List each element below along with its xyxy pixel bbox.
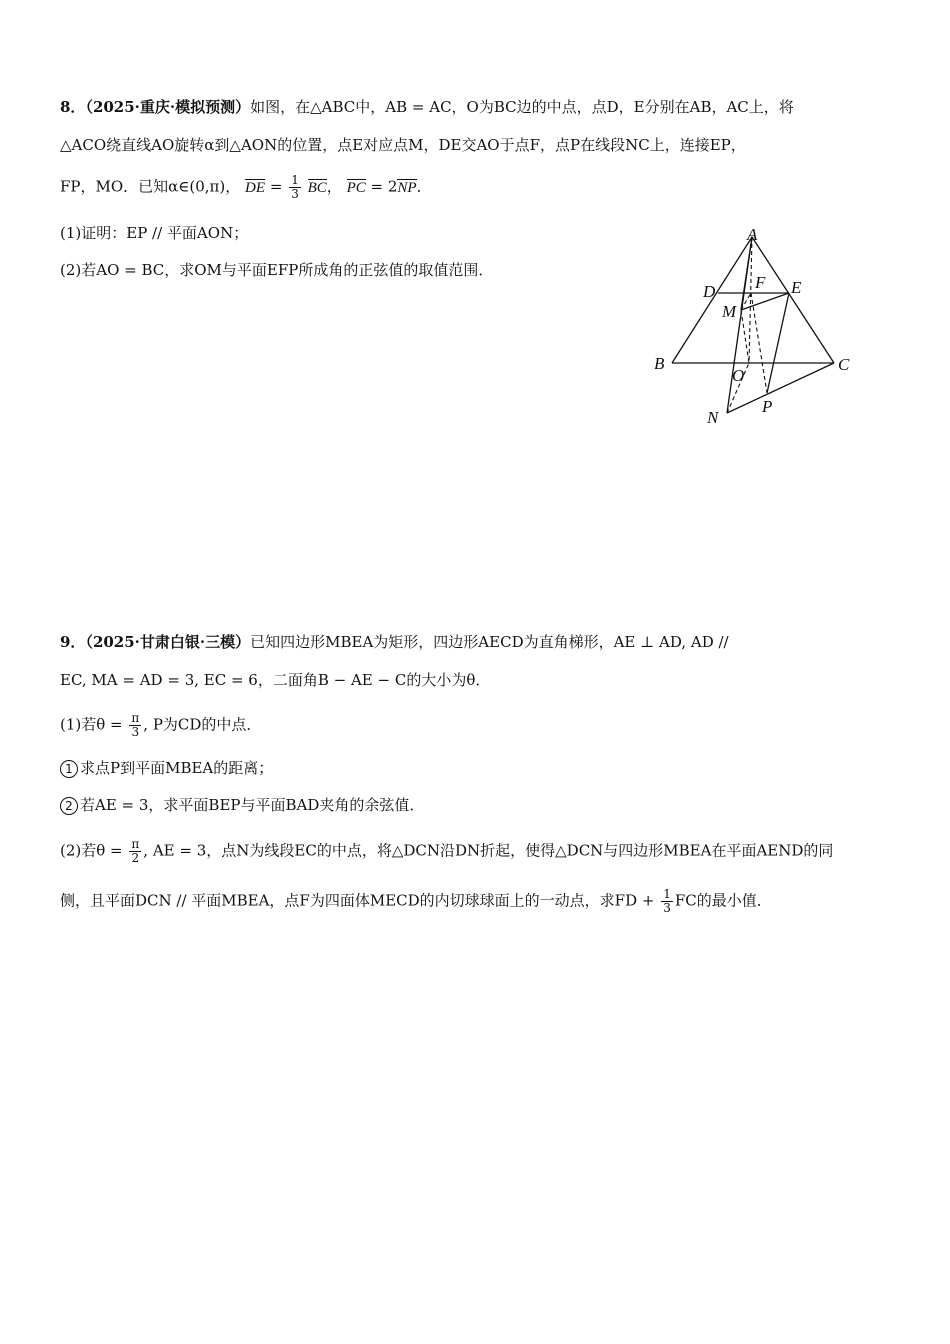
p8-eq2: = 2 <box>370 177 398 196</box>
p9-sub1-text: 求点P到平面MBEA的距离； <box>80 759 274 777</box>
p8-number: 8． <box>60 98 86 116</box>
p9-part1-num: π <box>131 711 140 725</box>
p9-part2 <box>60 838 833 865</box>
p8-fraction <box>289 174 301 201</box>
label-c: C <box>838 355 850 374</box>
p8-text-line3: FP，MO．已知α∈(0,π)， <box>60 177 241 196</box>
label-f: F <box>755 273 766 292</box>
p9-line2: EC, MA = AD = 3, EC = 6，二面角B − AE − C的大小为θ． <box>60 671 491 689</box>
p8-source: （2025·重庆·模拟预测） <box>85 98 251 116</box>
edge-me <box>741 293 789 310</box>
p8-eq: = <box>269 177 283 196</box>
p8-text-line1: 如图，在△ABC中，AB = AC，O为BC边的中点，点D，E分别在AB，AC上，将 <box>250 98 794 116</box>
p9-text-line1: 已知四边形MBEA为矩形，四边形AECD为直角梯形，AE ⊥ AD, AD // <box>250 633 729 651</box>
label-d: D <box>703 282 716 301</box>
p9-part1-suffix: , P为CD的中点． <box>143 715 262 734</box>
p9-part2-line2-num: 1 <box>663 887 671 901</box>
circled-1-icon: 1 <box>60 760 78 778</box>
circled-2-icon: 2 <box>60 797 78 815</box>
p8-comma: ， <box>326 177 342 196</box>
p9-part1-prefix: (1)若θ = <box>60 715 123 734</box>
label-o: O <box>732 366 745 385</box>
p8-frac-num: 1 <box>291 173 299 187</box>
vec-de: DE <box>245 179 266 196</box>
edge-ac <box>752 237 834 363</box>
p8-geometry-figure <box>640 220 860 430</box>
p8-text-line2: △ACO绕直线AO旋转α到△AON的位置，点E对应点M，DE交AO于点F，点P在线段NC上，连接EP， <box>60 136 746 154</box>
p9-sub2 <box>60 795 424 815</box>
label-a: A <box>747 225 758 244</box>
p9-part1-fraction <box>129 712 141 739</box>
p9-part2-line2-den: 3 <box>663 901 671 915</box>
vec-pc: PC <box>346 179 366 196</box>
label-p: P <box>762 397 773 416</box>
p9-part2-prefix: (2)若θ = <box>60 841 123 860</box>
label-e: E <box>791 278 802 297</box>
vec-bc: BC <box>307 179 327 196</box>
edge-ep <box>767 293 789 393</box>
label-m: M <box>722 302 737 321</box>
p8-part2: (2)若AO = BC，求OM与平面EFP所成角的正弦值的取值范围． <box>60 261 494 279</box>
p9-part2-line2-fraction <box>661 888 673 915</box>
edge-mo-hidden <box>741 310 749 363</box>
p9-part2-den: 2 <box>131 851 140 865</box>
p9-part1-den: 3 <box>131 725 140 739</box>
p9-line1 <box>60 632 729 652</box>
p8-frac-den: 3 <box>291 187 299 201</box>
p9-part2-line2-suffix: FC的最小值． <box>674 891 772 910</box>
p8-period: ． <box>416 177 432 196</box>
p9-part2-fraction <box>129 838 141 865</box>
p9-part1 <box>60 712 261 739</box>
label-n: N <box>707 408 719 427</box>
p8-part1: (1)证明：EP // 平面AON； <box>60 224 249 242</box>
p9-source: （2025·甘肃白银·三模） <box>85 633 251 651</box>
p9-part2-line2 <box>60 888 772 915</box>
p9-sub2-text: 若AE = 3，求平面BEP与平面BAD夹角的余弦值． <box>80 796 425 814</box>
p9-part2-line2-prefix: 侧，且平面DCN // 平面MBEA，点F为四面体MECD的内切球球面上的一动点，求FD + <box>60 891 655 910</box>
edge-fp-hidden <box>751 293 767 393</box>
p9-number: 9． <box>60 633 86 651</box>
p8-line2 <box>60 135 746 155</box>
p9-part2-num: π <box>131 837 140 851</box>
p9-part2-suffix: , AE = 3，点N为线段EC的中点，将△DCN沿DN折起，使得△DCN与四边形MBEA在平面AEND的同 <box>143 841 834 860</box>
p9-sub1 <box>60 758 273 778</box>
vec-np: NP <box>397 179 417 196</box>
p8-line1 <box>60 97 794 117</box>
label-b: B <box>654 354 665 373</box>
p8-line3 <box>60 174 432 201</box>
edge-an <box>727 237 752 413</box>
